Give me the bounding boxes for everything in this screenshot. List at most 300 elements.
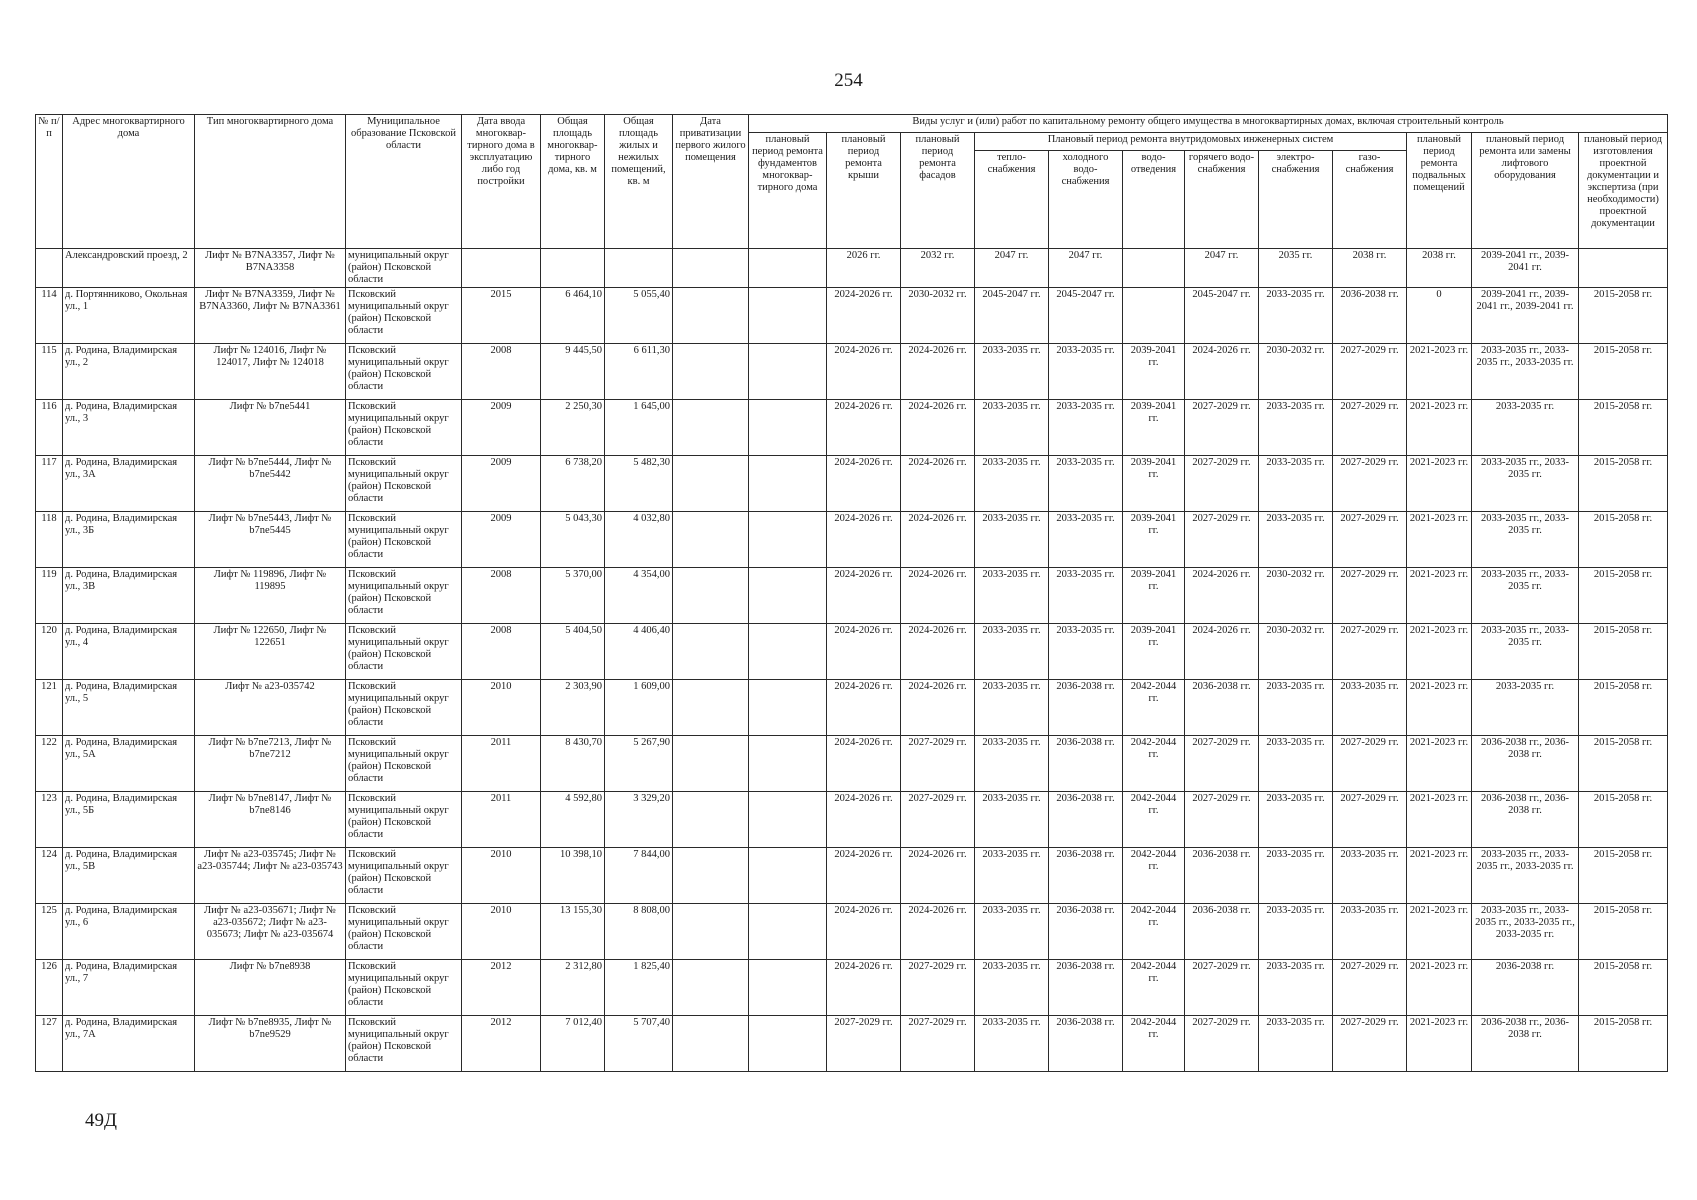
privatization-cell [673,288,749,344]
drainage-period-cell: 2042-2044 гг. [1123,960,1185,1016]
heat-period-cell: 2033-2035 гг. [975,568,1049,624]
privatization-cell [673,249,749,288]
commission-date-cell: 2009 [462,456,541,512]
municipality-cell: Псковский муниципальный округ (район) Псковской области [346,1016,462,1072]
heat-period-cell: 2033-2035 гг. [975,736,1049,792]
header-engineering-title: Плановый период ремонта внутридомовых инженерных систем [975,133,1407,151]
page-number: 254 [834,70,863,91]
facade-period-cell: 2024-2026 гг. [901,568,975,624]
num-cell: 115 [36,344,63,400]
electric-period-cell: 2033-2035 гг. [1259,904,1333,960]
heat-period-cell: 2033-2035 гг. [975,512,1049,568]
design-period-cell: 2015-2058 гг. [1579,680,1668,736]
basement-period-cell: 2021-2023 гг. [1407,1016,1472,1072]
header-drainage: водо-отведения [1123,151,1185,249]
heat-period-cell: 2033-2035 гг. [975,456,1049,512]
elevator-type-cell: Лифт № b7ne5443, Лифт № b7ne5445 [195,512,346,568]
table-row [36,792,1668,848]
header-cold-water: холодного водо-снабжения [1049,151,1123,249]
total-area-cell: 10 398,10 [541,848,605,904]
privatization-cell [673,568,749,624]
header-num: № п/п [36,115,63,249]
roof-period-cell: 2024-2026 гг. [827,456,901,512]
electric-period-cell: 2033-2035 гг. [1259,1016,1333,1072]
capital-repair-table [35,114,1668,1072]
gas-period-cell: 2027-2029 гг. [1333,512,1407,568]
foundation-cell [749,288,827,344]
drainage-period-cell: 2039-2041 гг. [1123,344,1185,400]
design-period-cell: 2015-2058 гг. [1579,456,1668,512]
gas-period-cell: 2027-2029 гг. [1333,400,1407,456]
privatization-cell [673,736,749,792]
roof-period-cell: 2026 гг. [827,249,901,288]
facade-period-cell: 2027-2029 гг. [901,736,975,792]
header-municipality: Муниципальное образование Псковской области [346,115,462,249]
table-row [36,456,1668,512]
facade-period-cell: 2024-2026 гг. [901,344,975,400]
header-hot-water: горячего водо-снабжения [1185,151,1259,249]
facade-period-cell: 2027-2029 гг. [901,1016,975,1072]
header-basement: плановый период ремонта подвальных помещений [1407,133,1472,249]
header-type: Тип многоквартирного дома [195,115,346,249]
num-cell: 123 [36,792,63,848]
gas-period-cell: 2027-2029 гг. [1333,1016,1407,1072]
cold-water-period-cell: 2033-2035 гг. [1049,400,1123,456]
electric-period-cell: 2033-2035 гг. [1259,960,1333,1016]
address-cell: д. Родина, Владимирская ул., 5Б [63,792,195,848]
address-cell: д. Родина, Владимирская ул., 5В [63,848,195,904]
address-cell: д. Родина, Владимирская ул., 7А [63,1016,195,1072]
hot-water-period-cell: 2036-2038 гг. [1185,848,1259,904]
commission-date-cell: 2011 [462,792,541,848]
foundation-cell [749,1016,827,1072]
hot-water-period-cell: 2027-2029 гг. [1185,456,1259,512]
elevator-period-cell: 2033-2035 гг., 2033-2035 гг. [1472,568,1579,624]
commission-date-cell: 2010 [462,904,541,960]
gas-period-cell: 2027-2029 гг. [1333,568,1407,624]
gas-period-cell: 2033-2035 гг. [1333,848,1407,904]
roof-period-cell: 2024-2026 гг. [827,904,901,960]
elevator-period-cell: 2033-2035 гг., 2033-2035 гг. [1472,624,1579,680]
gas-period-cell: 2027-2029 гг. [1333,344,1407,400]
heat-period-cell: 2033-2035 гг. [975,904,1049,960]
header-facade: плановый период ремонта фасадов [901,133,975,249]
elevator-type-cell: Лифт № b7ne8935, Лифт № b7ne9529 [195,1016,346,1072]
num-cell: 114 [36,288,63,344]
foundation-cell [749,249,827,288]
facade-period-cell: 2024-2026 гг. [901,456,975,512]
roof-period-cell: 2024-2026 гг. [827,400,901,456]
electric-period-cell: 2033-2035 гг. [1259,736,1333,792]
hot-water-period-cell: 2027-2029 гг. [1185,512,1259,568]
gas-period-cell: 2033-2035 гг. [1333,904,1407,960]
facade-period-cell: 2027-2029 гг. [901,960,975,1016]
basement-period-cell: 2021-2023 гг. [1407,624,1472,680]
header-electric: электро-снабжения [1259,151,1333,249]
elevator-period-cell: 2039-2041 гг., 2039-2041 гг. [1472,249,1579,288]
living-area-cell: 7 844,00 [605,848,673,904]
drainage-period-cell: 2042-2044 гг. [1123,680,1185,736]
elevator-period-cell: 2036-2038 гг., 2036-2038 гг. [1472,736,1579,792]
total-area-cell: 5 404,50 [541,624,605,680]
living-area-cell: 5 055,40 [605,288,673,344]
elevator-period-cell: 2039-2041 гг., 2039-2041 гг., 2039-2041 гг. [1472,288,1579,344]
design-period-cell: 2015-2058 гг. [1579,624,1668,680]
total-area-cell: 5 370,00 [541,568,605,624]
commission-date-cell: 2009 [462,512,541,568]
elevator-type-cell: Лифт № 124016, Лифт № 124017, Лифт № 124018 [195,344,346,400]
hot-water-period-cell: 2024-2026 гг. [1185,624,1259,680]
table-row [36,400,1668,456]
foundation-cell [749,624,827,680]
heat-period-cell: 2033-2035 гг. [975,792,1049,848]
total-area-cell: 13 155,30 [541,904,605,960]
elevator-period-cell: 2036-2038 гг., 2036-2038 гг. [1472,1016,1579,1072]
num-cell: 116 [36,400,63,456]
basement-period-cell: 2021-2023 гг. [1407,568,1472,624]
cold-water-period-cell: 2033-2035 гг. [1049,344,1123,400]
facade-period-cell: 2024-2026 гг. [901,680,975,736]
electric-period-cell: 2033-2035 гг. [1259,680,1333,736]
basement-period-cell: 2021-2023 гг. [1407,512,1472,568]
drainage-period-cell [1123,288,1185,344]
roof-period-cell: 2024-2026 гг. [827,624,901,680]
municipality-cell: Псковский муниципальный округ (район) Псковской области [346,680,462,736]
design-period-cell: 2015-2058 гг. [1579,344,1668,400]
living-area-cell: 6 611,30 [605,344,673,400]
total-area-cell: 2 312,80 [541,960,605,1016]
elevator-type-cell: Лифт № a23-035745; Лифт № a23-035744; Лифт № a23-035743 [195,848,346,904]
facade-period-cell: 2027-2029 гг. [901,792,975,848]
living-area-cell: 1 825,40 [605,960,673,1016]
hot-water-period-cell: 2047 гг. [1185,249,1259,288]
address-cell: д. Родина, Владимирская ул., 5 [63,680,195,736]
commission-date-cell: 2012 [462,960,541,1016]
heat-period-cell: 2033-2035 гг. [975,624,1049,680]
privatization-cell [673,792,749,848]
address-cell: д. Родина, Владимирская ул., 3А [63,456,195,512]
foundation-cell [749,792,827,848]
cold-water-period-cell: 2045-2047 гг. [1049,288,1123,344]
municipality-cell: Псковский муниципальный округ (район) Псковской области [346,736,462,792]
roof-period-cell: 2024-2026 гг. [827,512,901,568]
drainage-period-cell: 2039-2041 гг. [1123,624,1185,680]
design-period-cell: 2015-2058 гг. [1579,400,1668,456]
total-area-cell: 7 012,40 [541,1016,605,1072]
facade-period-cell: 2024-2026 гг. [901,904,975,960]
electric-period-cell: 2030-2032 гг. [1259,568,1333,624]
table-row [36,344,1668,400]
hot-water-period-cell: 2036-2038 гг. [1185,904,1259,960]
cold-water-period-cell: 2047 гг. [1049,249,1123,288]
elevator-type-cell: Лифт № B7NA3359, Лифт № B7NA3360, Лифт № B7NA3361 [195,288,346,344]
address-cell: д. Родина, Владимирская ул., 3В [63,568,195,624]
commission-date-cell: 2008 [462,344,541,400]
header-heat: тепло-снабжения [975,151,1049,249]
cold-water-period-cell: 2033-2035 гг. [1049,456,1123,512]
elevator-type-cell: Лифт № a23-035742 [195,680,346,736]
basement-period-cell: 2021-2023 гг. [1407,344,1472,400]
cold-water-period-cell: 2036-2038 гг. [1049,1016,1123,1072]
design-period-cell: 2015-2058 гг. [1579,848,1668,904]
facade-period-cell: 2024-2026 гг. [901,624,975,680]
commission-date-cell: 2008 [462,568,541,624]
heat-period-cell: 2047 гг. [975,249,1049,288]
municipality-cell: Псковский муниципальный округ (район) Псковской области [346,848,462,904]
address-cell: д. Родина, Владимирская ул., 3 [63,400,195,456]
table-row [36,288,1668,344]
total-area-cell: 2 250,30 [541,400,605,456]
foundation-cell [749,848,827,904]
privatization-cell [673,848,749,904]
municipality-cell: Псковский муниципальный округ (район) Псковской области [346,456,462,512]
address-cell: д. Родина, Владимирская ул., 4 [63,624,195,680]
num-cell: 127 [36,1016,63,1072]
header-commission-date: Дата ввода многоквар-тирного дома в эксплуатацию либо год постройки [462,115,541,249]
header-total-area: Общая площадь многоквар-тирного дома, кв. м [541,115,605,249]
num-cell: 121 [36,680,63,736]
cold-water-period-cell: 2033-2035 гг. [1049,568,1123,624]
table-row [36,249,1668,288]
municipality-cell: Псковский муниципальный округ (район) Псковской области [346,568,462,624]
total-area-cell: 6 738,20 [541,456,605,512]
elevator-period-cell: 2033-2035 гг. [1472,400,1579,456]
table-row [36,736,1668,792]
foundation-cell [749,736,827,792]
gas-period-cell: 2027-2029 гг. [1333,456,1407,512]
elevator-type-cell: Лифт № b7ne8938 [195,960,346,1016]
cold-water-period-cell: 2036-2038 гг. [1049,680,1123,736]
address-cell: д. Портянниково, Окольная ул., 1 [63,288,195,344]
elevator-type-cell: Лифт № B7NA3357, Лифт № B7NA3358 [195,249,346,288]
heat-period-cell: 2033-2035 гг. [975,344,1049,400]
privatization-cell [673,680,749,736]
hot-water-period-cell: 2024-2026 гг. [1185,568,1259,624]
living-area-cell: 5 267,90 [605,736,673,792]
design-period-cell: 2015-2058 гг. [1579,960,1668,1016]
cold-water-period-cell: 2033-2035 гг. [1049,512,1123,568]
table-row [36,512,1668,568]
living-area-cell: 5 707,40 [605,1016,673,1072]
address-cell: Александровский проезд, 2 [63,249,195,288]
commission-date-cell: 2011 [462,736,541,792]
hot-water-period-cell: 2027-2029 гг. [1185,400,1259,456]
commission-date-cell [462,249,541,288]
table-row [36,568,1668,624]
design-period-cell: 2015-2058 гг. [1579,512,1668,568]
elevator-period-cell: 2033-2035 гг., 2033-2035 гг. [1472,456,1579,512]
hot-water-period-cell: 2036-2038 гг. [1185,680,1259,736]
cold-water-period-cell: 2036-2038 гг. [1049,792,1123,848]
electric-period-cell: 2033-2035 гг. [1259,456,1333,512]
cold-water-period-cell: 2036-2038 гг. [1049,904,1123,960]
total-area-cell: 8 430,70 [541,736,605,792]
roof-period-cell: 2024-2026 гг. [827,680,901,736]
table-row [36,848,1668,904]
electric-period-cell: 2035 гг. [1259,249,1333,288]
living-area-cell: 5 482,30 [605,456,673,512]
drainage-period-cell: 2039-2041 гг. [1123,456,1185,512]
elevator-type-cell: Лифт № b7ne5441 [195,400,346,456]
electric-period-cell: 2030-2032 гг. [1259,624,1333,680]
heat-period-cell: 2033-2035 гг. [975,848,1049,904]
drainage-period-cell: 2039-2041 гг. [1123,568,1185,624]
living-area-cell: 4 354,00 [605,568,673,624]
basement-period-cell: 2021-2023 гг. [1407,792,1472,848]
drainage-period-cell: 2042-2044 гг. [1123,904,1185,960]
hot-water-period-cell: 2045-2047 гг. [1185,288,1259,344]
design-period-cell: 2015-2058 гг. [1579,736,1668,792]
commission-date-cell: 2008 [462,624,541,680]
table-header [36,115,1668,249]
cold-water-period-cell: 2036-2038 гг. [1049,736,1123,792]
header-privatization-date: Дата приватизации первого жилого помещения [673,115,749,249]
electric-period-cell: 2033-2035 гг. [1259,848,1333,904]
basement-period-cell: 2021-2023 гг. [1407,904,1472,960]
gas-period-cell: 2036-2038 гг. [1333,288,1407,344]
electric-period-cell: 2030-2032 гг. [1259,344,1333,400]
design-period-cell: 2015-2058 гг. [1579,568,1668,624]
foundation-cell [749,344,827,400]
elevator-type-cell: Лифт № b7ne5444, Лифт № b7ne5442 [195,456,346,512]
facade-period-cell: 2032 гг. [901,249,975,288]
living-area-cell: 1 609,00 [605,680,673,736]
gas-period-cell: 2033-2035 гг. [1333,680,1407,736]
elevator-period-cell: 2036-2038 гг., 2036-2038 гг. [1472,792,1579,848]
foundation-cell [749,680,827,736]
header-elevator: плановый период ремонта или замены лифтового оборудования [1472,133,1579,249]
total-area-cell: 2 303,90 [541,680,605,736]
living-area-cell [605,249,673,288]
table-body [36,249,1668,1072]
document-code: 49Д [85,1110,117,1131]
basement-period-cell: 0 [1407,288,1472,344]
foundation-cell [749,512,827,568]
num-cell: 118 [36,512,63,568]
gas-period-cell: 2027-2029 гг. [1333,736,1407,792]
commission-date-cell: 2010 [462,680,541,736]
municipality-cell: Псковский муниципальный округ (район) Псковской области [346,400,462,456]
cold-water-period-cell: 2036-2038 гг. [1049,960,1123,1016]
address-cell: д. Родина, Владимирская ул., 5А [63,736,195,792]
privatization-cell [673,960,749,1016]
cold-water-period-cell: 2033-2035 гг. [1049,624,1123,680]
living-area-cell: 4 406,40 [605,624,673,680]
basement-period-cell: 2038 гг. [1407,249,1472,288]
privatization-cell [673,456,749,512]
elevator-type-cell: Лифт № b7ne8147, Лифт № b7ne8146 [195,792,346,848]
header-roof: плановый период ремонта крыши [827,133,901,249]
design-period-cell: 2015-2058 гг. [1579,904,1668,960]
municipality-cell: Псковский муниципальный округ (район) Псковской области [346,624,462,680]
basement-period-cell: 2021-2023 гг. [1407,848,1472,904]
hot-water-period-cell: 2024-2026 гг. [1185,344,1259,400]
facade-period-cell: 2024-2026 гг. [901,512,975,568]
hot-water-period-cell: 2027-2029 гг. [1185,736,1259,792]
privatization-cell [673,1016,749,1072]
header-services-title: Виды услуг и (или) работ по капитальному ремонту общего имущества в многоквартирных домах, включая строительный контроль [749,115,1668,133]
municipality-cell: Псковский муниципальный округ (район) Псковской области [346,512,462,568]
living-area-cell: 1 645,00 [605,400,673,456]
privatization-cell [673,904,749,960]
heat-period-cell: 2033-2035 гг. [975,680,1049,736]
drainage-period-cell: 2042-2044 гг. [1123,736,1185,792]
elevator-type-cell: Лифт № 119896, Лифт № 119895 [195,568,346,624]
municipality-cell: Псковский муниципальный округ (район) Псковской области [346,792,462,848]
gas-period-cell: 2038 гг. [1333,249,1407,288]
basement-period-cell: 2021-2023 гг. [1407,960,1472,1016]
gas-period-cell: 2027-2029 гг. [1333,792,1407,848]
elevator-type-cell: Лифт № b7ne7213, Лифт № b7ne7212 [195,736,346,792]
header-foundation: плановый период ремонта фундаментов многоквар-тирного дома [749,133,827,249]
elevator-period-cell: 2033-2035 гг., 2033-2035 гг. [1472,512,1579,568]
facade-period-cell: 2024-2026 гг. [901,848,975,904]
address-cell: д. Родина, Владимирская ул., 7 [63,960,195,1016]
foundation-cell [749,456,827,512]
design-period-cell: 2015-2058 гг. [1579,792,1668,848]
drainage-period-cell: 2039-2041 гг. [1123,512,1185,568]
basement-period-cell: 2021-2023 гг. [1407,680,1472,736]
elevator-period-cell: 2033-2035 гг., 2033-2035 гг., 2033-2035 гг., 2033-2035 гг. [1472,904,1579,960]
num-cell: 119 [36,568,63,624]
municipality-cell: Псковский муниципальный округ (район) Псковской области [346,344,462,400]
drainage-period-cell: 2039-2041 гг. [1123,400,1185,456]
privatization-cell [673,512,749,568]
elevator-period-cell: 2033-2035 гг., 2033-2035 гг., 2033-2035 гг. [1472,344,1579,400]
address-cell: д. Родина, Владимирская ул., 6 [63,904,195,960]
total-area-cell: 6 464,10 [541,288,605,344]
roof-period-cell: 2024-2026 гг. [827,960,901,1016]
design-period-cell [1579,249,1668,288]
gas-period-cell: 2027-2029 гг. [1333,624,1407,680]
facade-period-cell: 2024-2026 гг. [901,400,975,456]
drainage-period-cell [1123,249,1185,288]
num-cell: 117 [36,456,63,512]
commission-date-cell: 2012 [462,1016,541,1072]
electric-period-cell: 2033-2035 гг. [1259,400,1333,456]
electric-period-cell: 2033-2035 гг. [1259,792,1333,848]
drainage-period-cell: 2042-2044 гг. [1123,792,1185,848]
header-living-area: Общая площадь жилых и нежилых помещений, кв. м [605,115,673,249]
foundation-cell [749,400,827,456]
heat-period-cell: 2033-2035 гг. [975,400,1049,456]
basement-period-cell: 2021-2023 гг. [1407,736,1472,792]
elevator-period-cell: 2036-2038 гг. [1472,960,1579,1016]
privatization-cell [673,344,749,400]
header-address: Адрес многоквартирного дома [63,115,195,249]
hot-water-period-cell: 2027-2029 гг. [1185,1016,1259,1072]
heat-period-cell: 2033-2035 гг. [975,960,1049,1016]
elevator-type-cell: Лифт № a23-035671; Лифт № a23-035672; Лифт № a23-035673; Лифт № a23-035674 [195,904,346,960]
drainage-period-cell: 2042-2044 гг. [1123,1016,1185,1072]
total-area-cell: 9 445,50 [541,344,605,400]
header-design: плановый период изготовления проектной документации и экспертиза (при необходимости) проектной документации [1579,133,1668,249]
roof-period-cell: 2024-2026 гг. [827,848,901,904]
drainage-period-cell: 2042-2044 гг. [1123,848,1185,904]
electric-period-cell: 2033-2035 гг. [1259,512,1333,568]
num-cell: 124 [36,848,63,904]
roof-period-cell: 2024-2026 гг. [827,288,901,344]
roof-period-cell: 2024-2026 гг. [827,792,901,848]
table-row [36,904,1668,960]
municipality-cell: муниципальный округ (район) Псковской области [346,249,462,288]
elevator-period-cell: 2033-2035 гг., 2033-2035 гг., 2033-2035 гг. [1472,848,1579,904]
heat-period-cell: 2033-2035 гг. [975,1016,1049,1072]
total-area-cell: 4 592,80 [541,792,605,848]
municipality-cell: Псковский муниципальный округ (район) Псковской области [346,960,462,1016]
commission-date-cell: 2009 [462,400,541,456]
table-row [36,1016,1668,1072]
